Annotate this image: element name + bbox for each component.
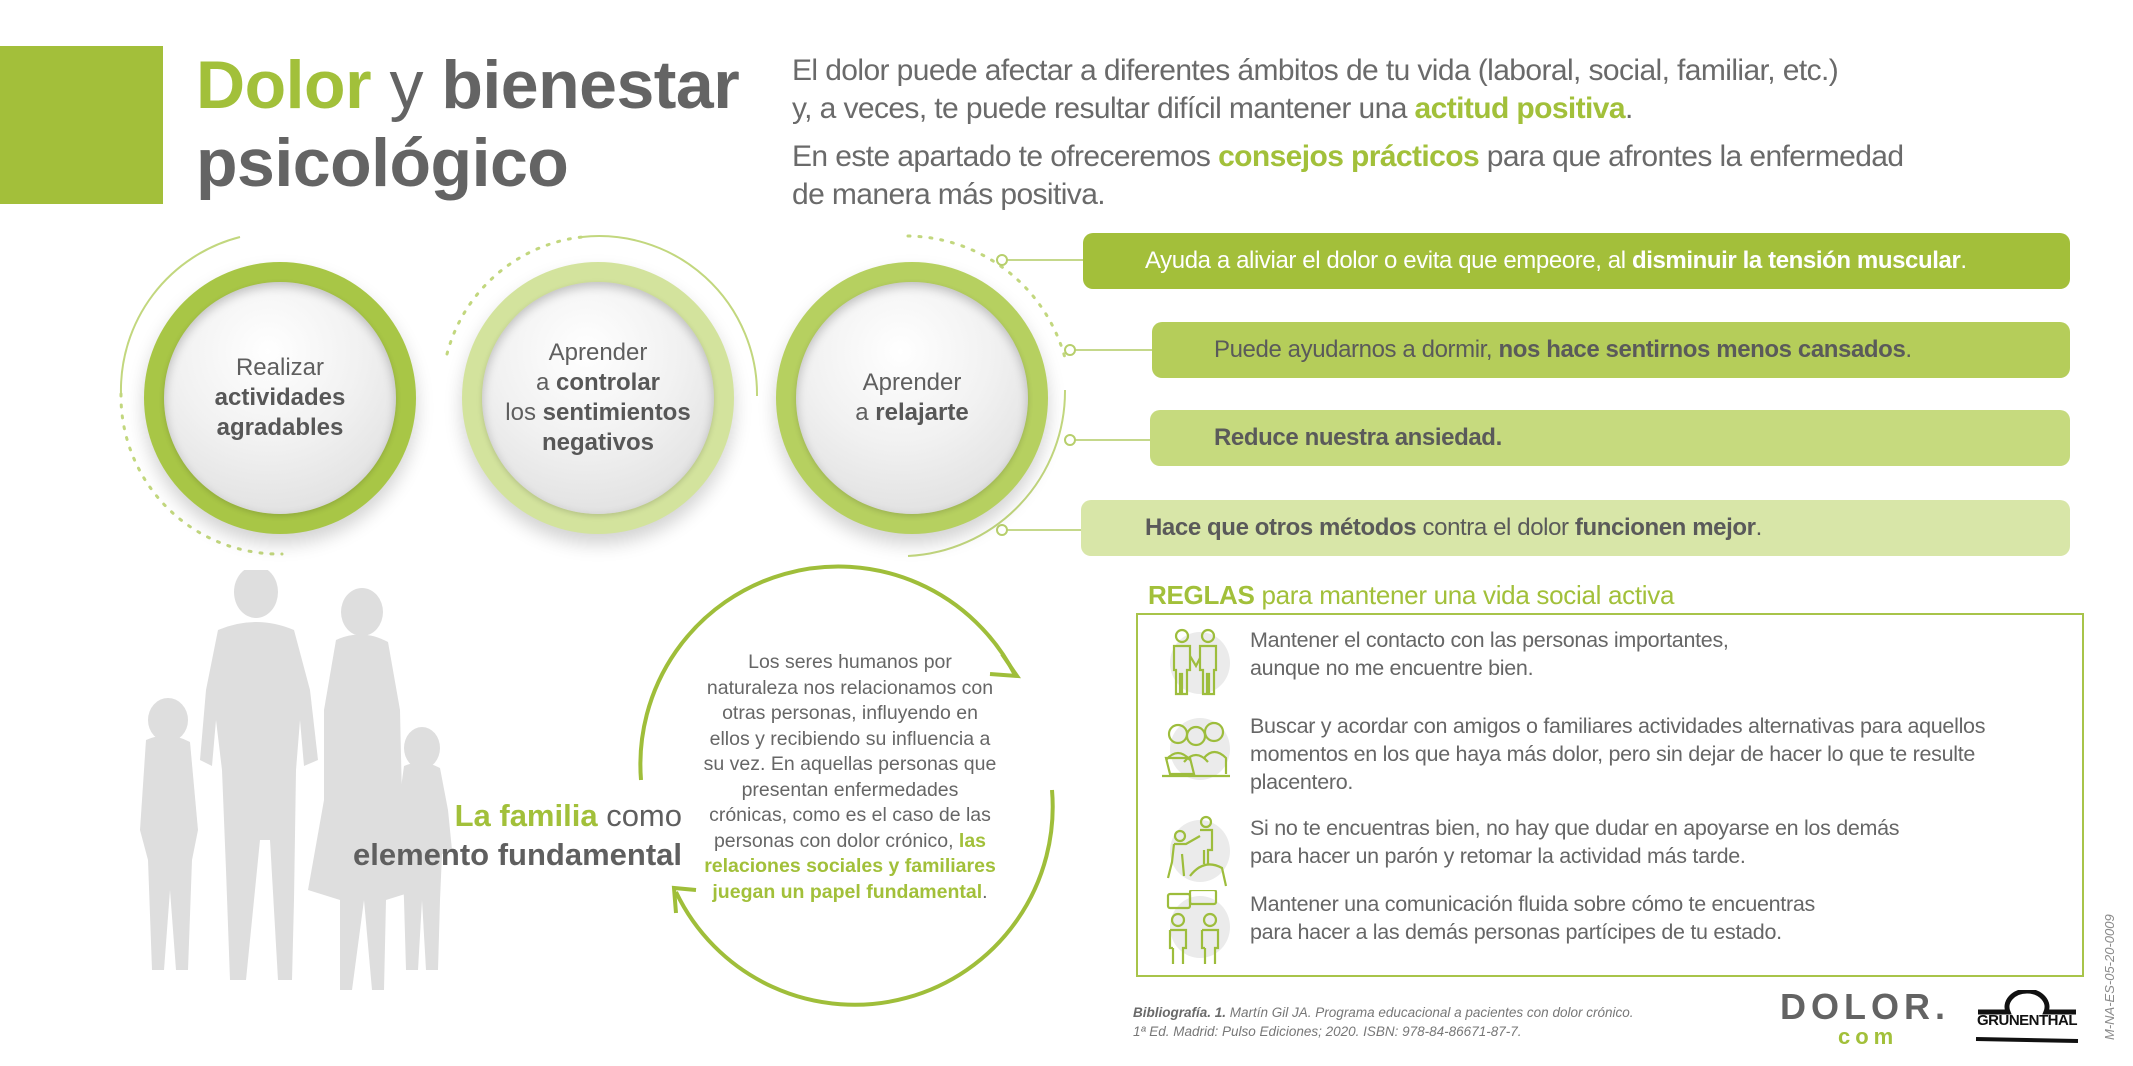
- rules-title: [1148, 580, 1674, 611]
- rule-text: [1250, 712, 1985, 796]
- rule-4-line2: para hacer a las demás personas partícipes de tu estado.: [1250, 920, 1782, 944]
- rule-item: [1160, 814, 2060, 888]
- family-title: [353, 796, 682, 874]
- rule-1-line2: aunque no me encuentre bien.: [1250, 656, 1534, 680]
- intro-p2-end: de manera más positiva.: [792, 178, 1106, 211]
- circle-2-line1: Aprender: [548, 339, 648, 366]
- circle-relajarte: [776, 262, 1048, 534]
- grunenthal-wordmark: GRÜNENTHAL: [1977, 1012, 2077, 1029]
- intro-p2-middle: para que afrontes la enfermedad: [1479, 140, 1904, 173]
- benefit-4-end: .: [1755, 514, 1762, 541]
- rule-text: [1250, 890, 1815, 946]
- family-silhouette-image: [118, 570, 498, 1000]
- circle-2-bold4: negativos: [541, 429, 654, 456]
- family-text-highlight: las relaciones sociales y familiares juegan un papel fundamental: [704, 829, 996, 903]
- group-laptop-icon: [1160, 712, 1234, 786]
- circle-1-bold2: agradables: [216, 414, 344, 441]
- document-code: M-NA-ES-05-20-0009: [2102, 914, 2117, 1040]
- benefit-pill-metodos: [1081, 500, 2070, 556]
- intro-p1-line1: El dolor puede afectar a diferentes ámbitos de tu vida (laboral, social, familiar, etc.): [792, 54, 1839, 87]
- rules-title-bold: REGLAS: [1148, 580, 1255, 610]
- rule-3-line1: Si no te encuentras bien, no hay que dudar en apoyarse en los demás: [1250, 816, 1900, 840]
- intro-p2-start: En este apartado te ofreceremos: [792, 140, 1219, 173]
- benefit-text: [1081, 514, 1762, 542]
- intro-p1-end: .: [1624, 92, 1633, 125]
- benefit-pill-tension-muscular: [1083, 233, 2070, 289]
- rule-item: [1160, 712, 2060, 796]
- title-word-bienestar: bienestar: [441, 47, 740, 123]
- circle-label: [796, 282, 1028, 514]
- intro-highlight-actitud: actitud positiva: [1414, 92, 1625, 125]
- circle-3-line1: Aprender: [862, 369, 962, 396]
- circle-actividades-agradables: [144, 262, 416, 534]
- family-description: [700, 650, 1000, 905]
- rule-2-line1: Buscar y acordar con amigos o familiares actividades alternativas para aquellos: [1250, 714, 1986, 738]
- rule-text: [1250, 626, 1729, 682]
- benefit-2-bold: nos hace sentirnos menos cansados: [1498, 336, 1906, 363]
- rule-item: [1160, 626, 2060, 700]
- circle-label: [164, 282, 396, 514]
- benefit-4-bold: funcionen mejor: [1574, 514, 1756, 541]
- benefit-text: [1083, 247, 1967, 275]
- bibliography-line2: 1ª Ed. Madrid: Pulso Ediciones; 2020. ISBN: 978-84-86671-87-7.: [1133, 1024, 1522, 1039]
- rule-3-line2: para hacer un parón y retomar la actividad más tarde.: [1250, 844, 1746, 868]
- dolor-com-logo: DOLOR.: [1780, 986, 1950, 1027]
- rules-title-rest: para mantener una vida social activa: [1254, 580, 1675, 610]
- grunenthal-logo: [1974, 990, 2080, 1046]
- circle-3-pre2: a: [855, 399, 876, 426]
- rule-item: [1160, 890, 2060, 964]
- title-line2: psicológico: [196, 125, 569, 201]
- handshake-icon: [1160, 626, 1234, 700]
- circle-1-bold1: actividades: [214, 384, 346, 411]
- rule-2-line3: placentero.: [1250, 770, 1354, 794]
- circle-2-bold2: controlar: [555, 369, 660, 396]
- intro-p1-line2: y, a veces, te puede resultar difícil mantener una: [792, 92, 1415, 125]
- helping-climb-icon: [1160, 814, 1234, 888]
- circle-controlar-sentimientos: [462, 262, 734, 534]
- rule-2-line2: momentos en los que haya más dolor, pero sin dejar de hacer lo que te resulte: [1250, 742, 1976, 766]
- family-text-end: .: [982, 880, 988, 903]
- benefit-text: [1150, 424, 1502, 452]
- intro-highlight-consejos: consejos prácticos: [1218, 140, 1480, 173]
- circle-1-line1: Realizar: [235, 354, 324, 381]
- benefit-1-text: Ayuda a aliviar el dolor o evita que empeore, al: [1145, 247, 1632, 274]
- benefit-pill-dormir: [1152, 322, 2070, 378]
- circle-2-pre2: a: [535, 369, 556, 396]
- benefit-1-bold: disminuir la tensión muscular: [1631, 247, 1961, 274]
- family-title-line2: elemento fundamental: [353, 837, 682, 872]
- family-text-body: Los seres humanos por naturaleza nos relacionamos con otras personas, influyendo en ellos y recibiendo su influencia a su vez. En aquellas personas que presentan enfermedades crónicas, como es el caso de las personas con dolor crónico,: [703, 651, 997, 852]
- dolor-com-logo-sub: com: [1838, 1024, 1899, 1049]
- circle-label: [482, 282, 714, 514]
- benefit-2-end: .: [1905, 336, 1912, 363]
- family-title-rest: como: [597, 798, 682, 833]
- benefit-text: [1152, 336, 1912, 364]
- benefit-4-text: contra el dolor: [1416, 514, 1575, 541]
- family-title-highlight: La familia: [454, 798, 598, 833]
- bibliography: [1133, 1003, 1633, 1041]
- rule-1-line1: Mantener el contacto con las personas importantes,: [1250, 628, 1729, 652]
- bibliography-line1: Martín Gil JA. Programa educacional a pacientes con dolor crónico.: [1226, 1005, 1634, 1020]
- title-connector: y: [371, 47, 442, 123]
- rule-text: [1250, 814, 1899, 870]
- benefit-3-bold: Reduce nuestra ansiedad.: [1214, 424, 1502, 451]
- circle-2-pre3: los: [505, 399, 543, 426]
- circle-3-bold2: relajarte: [875, 399, 969, 426]
- rule-4-line1: Mantener una comunicación fluida sobre cómo te encuentras: [1250, 892, 1815, 916]
- bibliography-label: Bibliografía. 1.: [1133, 1005, 1227, 1020]
- conversation-icon: [1160, 890, 1234, 964]
- benefit-2-text: Puede ayudarnos a dormir,: [1214, 336, 1499, 363]
- circle-2-bold3: sentimientos: [542, 399, 691, 426]
- benefit-1-end: .: [1960, 247, 1967, 274]
- title-word-dolor: Dolor: [196, 47, 372, 123]
- benefit-pill-ansiedad: [1150, 410, 2070, 466]
- benefit-4-bold-a: Hace que otros métodos: [1145, 514, 1417, 541]
